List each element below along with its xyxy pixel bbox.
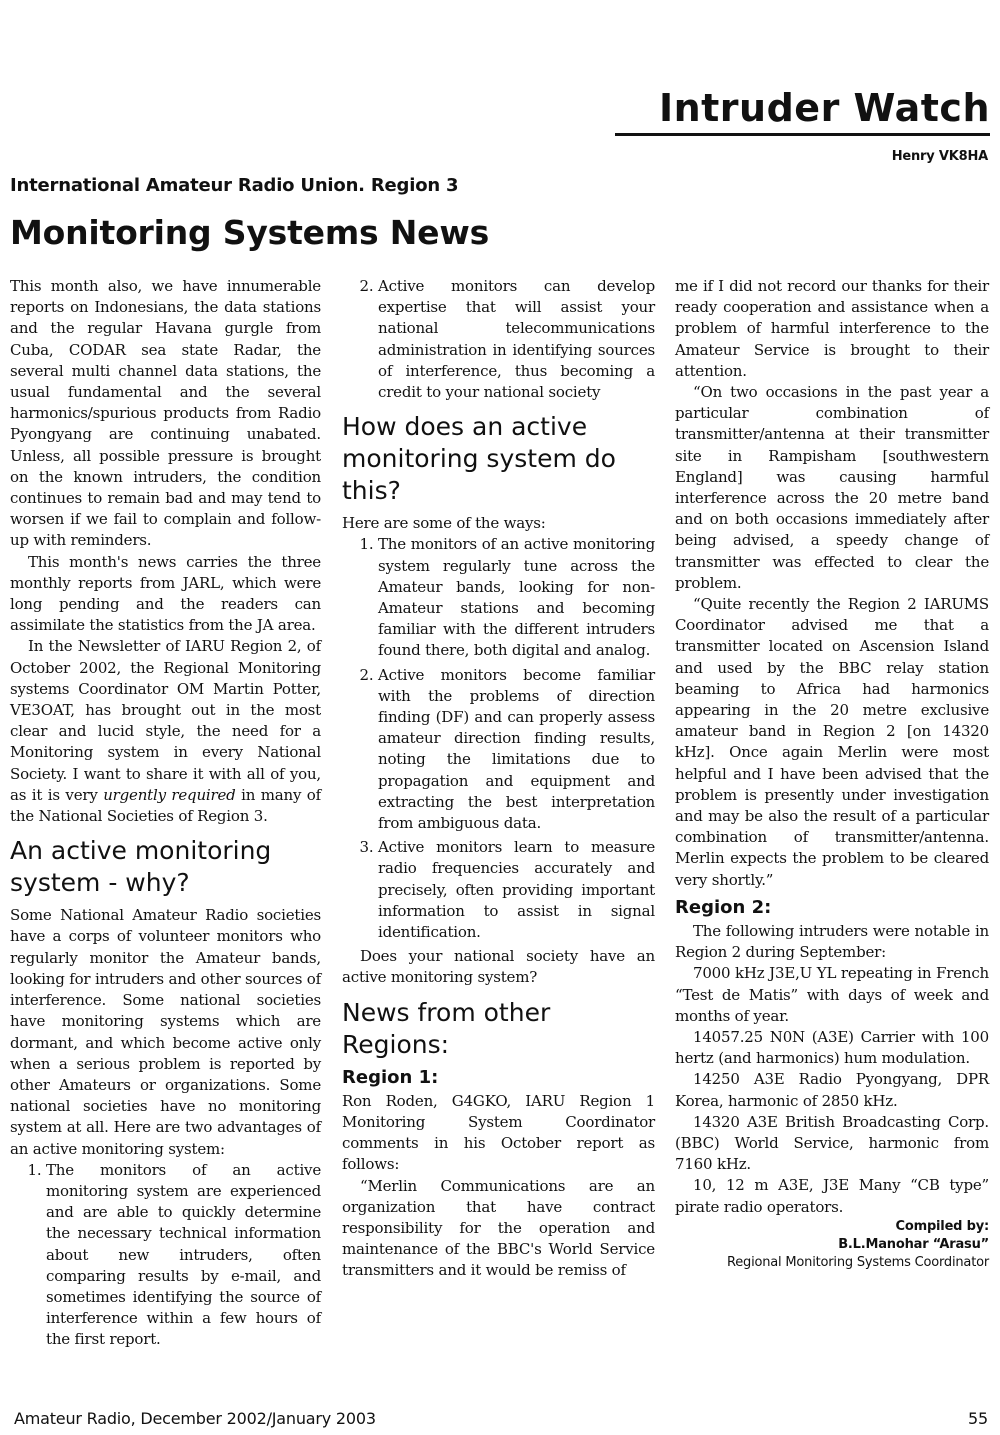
column-1 xyxy=(10,276,321,1354)
column-2 xyxy=(342,276,655,1282)
paragraph: The following intruders were notable in Region 2 during September: xyxy=(675,921,989,962)
list-item: 2. Active monitors can develop expertise that will assist your national telecommunications administration in identifying sources of interference, thus becoming a credit to your national society xyxy=(378,276,655,403)
masthead-rule xyxy=(615,133,990,136)
intruder-entry: 10, 12 m A3E, J3E Many “CB type” pirate radio operators. xyxy=(675,1176,989,1216)
compiled-by-label: Compiled by: xyxy=(895,1218,989,1234)
publication-footer: Amateur Radio, December 2002/January 2003 xyxy=(14,1409,376,1428)
paragraph: Here are some of the ways: xyxy=(342,514,546,533)
paragraph-text: in many of the National Societies of Region 3. xyxy=(10,785,321,826)
paragraph: Does your national society have an active monitoring system? xyxy=(342,947,655,987)
list-item: 1. The monitors of an active monitoring system regularly tune across the Amateur bands, looking for non-Amateur stations and becoming familiar with the different intruders found there, both digital and analog. xyxy=(378,534,655,661)
list-item: 1. The monitors of an active monitoring system are experienced and are able to quickly determine the necessary technical information about new intruders, often comparing results by e-mail, and sometimes identifying the source of interference within a few hours of the first report. xyxy=(46,1160,321,1351)
section-heading: An active monitoring system - why? xyxy=(10,836,272,898)
intruder-entry: 14250 A3E Radio Pyongyang, DPR Korea, harmonic of 2850 kHz. xyxy=(675,1070,989,1110)
advantages-list-continued xyxy=(342,276,655,403)
section-heading: How does an active monitoring system do this? xyxy=(342,412,616,506)
compiler-role: Regional Monitoring Systems Coordinator xyxy=(726,1254,989,1270)
page-number: 55 xyxy=(968,1409,988,1428)
paragraph xyxy=(10,636,321,827)
section-heading: News from other Regions: xyxy=(342,997,551,1059)
author-byline: Henry VK8HA xyxy=(891,149,988,164)
compiler-name: B.L.Manohar “Arasu” xyxy=(838,1236,989,1252)
emphasis-text: urgently required xyxy=(103,785,236,804)
article-subtitle: International Amateur Radio Union. Region 3 xyxy=(10,175,459,196)
paragraph: “On two occasions in the past year a particular combination of transmitter/antenna at their transmitter site in Rampisham [southwestern England] was causing harmful interference across the 20 metre band and on both occasions immediately after being advised, a speedy change of transmitter was effected to clear the problem. xyxy=(675,383,989,592)
section-masthead: Intruder Watch xyxy=(658,86,990,130)
region-heading: Region 1: xyxy=(342,1066,439,1088)
list-item: 2. Active monitors become familiar with the problems of direction finding (DF) and can properly assess amateur direction finding results, noting the limitations due to propagation and equipment and extracting the best interpretation from ambiguous data. xyxy=(378,665,655,835)
list-item: 3. Active monitors learn to measure radio frequencies accurately and precisely, often providing important information to assist in signal identification. xyxy=(378,837,655,943)
paragraph: “Merlin Communications are an organization that have contract responsibility for the operation and maintenance of the BBC's World Service transmitters and it would be remiss of xyxy=(342,1176,655,1280)
paragraph: Some National Amateur Radio societies have a corps of volunteer monitors who regularly monitor the Amateur bands, looking for intruders and other sources of interference. Some national societies have monitoring systems which are dormant, and which become active only when a serious problem is reported by other Amateurs or organizations. Some national societies have no monitoring system at all. Here are two advantages of an active monitoring system: xyxy=(10,906,321,1158)
paragraph: This month's news carries the three monthly reports from JARL, which were long pending and the readers can assimilate the statistics from the JA area. xyxy=(10,552,321,635)
intruder-entry: 14320 A3E British Broadcasting Corp. (BBC) World Service, harmonic from 7160 kHz. xyxy=(675,1112,989,1174)
paragraph: “Quite recently the Region 2 IARUMS Coordinator advised me that a transmitter located on Ascension Island and used by the BBC relay station beaming to Africa had harmonics appearing in the 20 metre exclusive amateur band in Region 2 [on 14320 kHz]. Once again Merlin were most helpful and I have been advised that the problem is presently under investigation and may be also the result of a particular combination of transmitter/antenna. Merlin expects the problem to be cleared very shortly.” xyxy=(675,595,989,889)
column-3 xyxy=(675,276,989,1272)
article-title: Monitoring Systems News xyxy=(10,213,490,252)
ways-list xyxy=(342,534,655,943)
paragraph: Ron Roden, G4GKO, IARU Region 1 Monitoring System Coordinator comments in his October report as follows: xyxy=(342,1091,655,1174)
paragraph: This month also, we have innumerable reports on Indonesians, the data stations and the regular Havana gurgle from Cuba, CODAR sea state Radar, the several multi channel data stations, the usual fundamental and the several harmonics/spurious products from Radio Pyongyang are continuing unabated. Unless, all possible pressure is brought on the known intruders, the condition continues to remain bad and may tend to worsen if we fail to complain and follow-up with reminders. xyxy=(10,277,321,550)
region-heading: Region 2: xyxy=(675,896,772,918)
intruder-entry: 7000 kHz J3E,U YL repeating in French “Test de Matis” with days of week and months of year. xyxy=(675,964,989,1025)
paragraph-text: In the Newsletter of IARU Region 2, of October 2002, the Regional Monitoring systems Coordinator OM Martin Potter, VE3OAT, has brought out in the most clear and lucid style, the need for a Monitoring system in every National Society. I want to share it with all of you, as it is very xyxy=(10,637,321,804)
paragraph: me if I did not record our thanks for their ready cooperation and assistance when a problem of harmful interference to the Amateur Service is brought to their attention. xyxy=(675,277,989,380)
intruder-entry: 14057.25 N0N (A3E) Carrier with 100 hertz (and harmonics) hum modulation. xyxy=(675,1027,989,1068)
advantages-list xyxy=(10,1160,321,1351)
